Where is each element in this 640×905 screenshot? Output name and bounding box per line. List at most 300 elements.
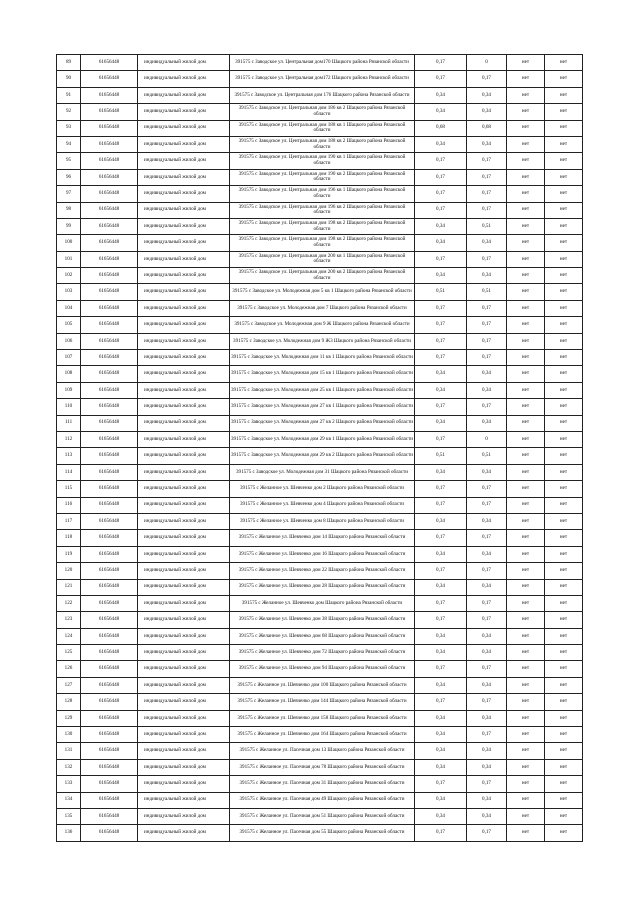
flag-c-cell: нет xyxy=(507,464,545,480)
row-number-cell: 96 xyxy=(57,169,81,185)
object-type-cell: индивидуальный жилой дом xyxy=(138,448,230,464)
table-row xyxy=(57,694,583,710)
value-b-cell: 0,17 xyxy=(467,661,507,677)
value-b-cell: 0,17 xyxy=(467,202,507,218)
flag-c-cell: нет xyxy=(507,448,545,464)
address-cell: 391575 с Заводское ул. Молодежная дом 9 Ж3 Шацкого района Рязанской области xyxy=(230,333,415,349)
row-number-cell: 111 xyxy=(57,415,81,431)
row-number-cell: 116 xyxy=(57,497,81,513)
flag-c-cell: нет xyxy=(507,563,545,579)
value-b-cell: 0,34 xyxy=(467,628,507,644)
flag-d-cell: нет xyxy=(545,251,583,267)
object-type-cell: индивидуальный жилой дом xyxy=(138,431,230,447)
oktmo-code-cell: 61656448 xyxy=(81,513,138,529)
object-type-cell: индивидуальный жилой дом xyxy=(138,202,230,218)
table-row xyxy=(57,120,583,136)
flag-c-cell: нет xyxy=(507,366,545,382)
table-row xyxy=(57,71,583,87)
value-a-cell: 0,34 xyxy=(415,235,467,251)
oktmo-code-cell: 61656448 xyxy=(81,120,138,136)
oktmo-code-cell: 61656448 xyxy=(81,481,138,497)
address-cell: 391575 с Заводское ул. Молодежная дом 5 кв 1 Шацкого района Рязанской области xyxy=(230,284,415,300)
value-a-cell: 0,17 xyxy=(415,202,467,218)
table-row xyxy=(57,792,583,808)
value-b-cell: 0,51 xyxy=(467,448,507,464)
flag-c-cell: нет xyxy=(507,694,545,710)
object-type-cell: индивидуальный жилой дом xyxy=(138,481,230,497)
table-row xyxy=(57,710,583,726)
oktmo-code-cell: 61656448 xyxy=(81,268,138,284)
row-number-cell: 100 xyxy=(57,235,81,251)
flag-d-cell: нет xyxy=(545,218,583,234)
flag-d-cell: нет xyxy=(545,366,583,382)
row-number-cell: 135 xyxy=(57,808,81,824)
flag-d-cell: нет xyxy=(545,186,583,202)
row-number-cell: 108 xyxy=(57,366,81,382)
value-a-cell: 0,17 xyxy=(415,350,467,366)
flag-c-cell: нет xyxy=(507,415,545,431)
value-b-cell: 0,51 xyxy=(467,284,507,300)
value-b-cell: 0,17 xyxy=(467,399,507,415)
value-a-cell: 0,34 xyxy=(415,645,467,661)
value-a-cell: 0,34 xyxy=(415,628,467,644)
flag-c-cell: нет xyxy=(507,104,545,120)
address-cell: 391575 с Заводское ул. Центральная дом 188 кв 2 Шацкого района Рязанской области xyxy=(230,136,415,152)
value-b-cell: 0,17 xyxy=(467,612,507,628)
flag-c-cell: нет xyxy=(507,136,545,152)
table-row xyxy=(57,87,583,103)
object-type-cell: индивидуальный жилой дом xyxy=(138,677,230,693)
flag-c-cell: нет xyxy=(507,645,545,661)
object-type-cell: индивидуальный жилой дом xyxy=(138,595,230,611)
object-type-cell: индивидуальный жилой дом xyxy=(138,825,230,841)
oktmo-code-cell: 61656448 xyxy=(81,251,138,267)
row-number-cell: 91 xyxy=(57,87,81,103)
table-row xyxy=(57,677,583,693)
value-a-cell: 0,34 xyxy=(415,268,467,284)
oktmo-code-cell: 61656448 xyxy=(81,55,138,71)
value-a-cell: 0,17 xyxy=(415,300,467,316)
flag-c-cell: нет xyxy=(507,317,545,333)
table-row xyxy=(57,251,583,267)
flag-c-cell: нет xyxy=(507,628,545,644)
oktmo-code-cell: 61656448 xyxy=(81,300,138,316)
table-row xyxy=(57,317,583,333)
address-cell: 391575 с Заводское ул. Молодежная дом 11 кв 1 Шацкого района Рязанской области xyxy=(230,350,415,366)
address-cell: 391575 с Желанное ул. Шевченко дом 72 Шацкого района Рязанской области xyxy=(230,645,415,661)
value-a-cell: 0,34 xyxy=(415,415,467,431)
table-row xyxy=(57,399,583,415)
flag-d-cell: нет xyxy=(545,546,583,562)
address-cell: 391575 с Желанное ул. Пасечная дом 31 Шацкого района Рязанской области xyxy=(230,776,415,792)
value-b-cell: 0,34 xyxy=(467,136,507,152)
row-number-cell: 123 xyxy=(57,612,81,628)
value-b-cell: 0,34 xyxy=(467,677,507,693)
address-cell: 391575 с Заводское ул. Молодежная дом 29 кв 2 Шацкого района Рязанской области xyxy=(230,448,415,464)
flag-c-cell: нет xyxy=(507,595,545,611)
value-b-cell: 0,17 xyxy=(467,251,507,267)
row-number-cell: 97 xyxy=(57,186,81,202)
address-cell: 391575 с Заводское ул. Центральная дом 200 кв 1 Шацкого района Рязанской области xyxy=(230,251,415,267)
flag-d-cell: нет xyxy=(545,382,583,398)
flag-d-cell: нет xyxy=(545,300,583,316)
flag-d-cell: нет xyxy=(545,825,583,841)
flag-d-cell: нет xyxy=(545,727,583,743)
oktmo-code-cell: 61656448 xyxy=(81,333,138,349)
flag-d-cell: нет xyxy=(545,448,583,464)
flag-c-cell: нет xyxy=(507,530,545,546)
object-type-cell: индивидуальный жилой дом xyxy=(138,694,230,710)
table-row xyxy=(57,104,583,120)
value-b-cell: 0,34 xyxy=(467,546,507,562)
address-cell: 391575 с Заводское ул. Центральная дом170 Шацкого района Рязанской области xyxy=(230,55,415,71)
flag-c-cell: нет xyxy=(507,727,545,743)
flag-c-cell: нет xyxy=(507,202,545,218)
address-cell: 391575 с Желанное ул. Шевченко дом 144 Шацкого района Рязанской области xyxy=(230,694,415,710)
oktmo-code-cell: 61656448 xyxy=(81,71,138,87)
value-b-cell: 0,17 xyxy=(467,350,507,366)
flag-d-cell: нет xyxy=(545,120,583,136)
flag-d-cell: нет xyxy=(545,612,583,628)
object-type-cell: индивидуальный жилой дом xyxy=(138,776,230,792)
value-b-cell: 0,34 xyxy=(467,382,507,398)
value-b-cell: 0,17 xyxy=(467,71,507,87)
oktmo-code-cell: 61656448 xyxy=(81,350,138,366)
object-type-cell: индивидуальный жилой дом xyxy=(138,120,230,136)
object-type-cell: индивидуальный жилой дом xyxy=(138,612,230,628)
flag-d-cell: нет xyxy=(545,628,583,644)
address-cell: 391575 с Желанное ул. Пасечная дом 51 Шацкого района Рязанской области xyxy=(230,808,415,824)
flag-c-cell: нет xyxy=(507,235,545,251)
object-type-cell: индивидуальный жилой дом xyxy=(138,464,230,480)
object-type-cell: индивидуальный жилой дом xyxy=(138,104,230,120)
value-b-cell: 0,51 xyxy=(467,218,507,234)
object-type-cell: индивидуальный жилой дом xyxy=(138,153,230,169)
address-cell: 391575 с Желанное ул. Шевченко дом Шацкого района Рязанской области xyxy=(230,595,415,611)
flag-d-cell: нет xyxy=(545,235,583,251)
address-cell: 391575 с Заводское ул. Центральная дом 196 кв 1 Шацкого района Рязанской области xyxy=(230,186,415,202)
row-number-cell: 131 xyxy=(57,743,81,759)
address-cell: 391575 с Заводское ул. Центральная дом 186 кв 2 Шацкого района Рязанской области xyxy=(230,104,415,120)
oktmo-code-cell: 61656448 xyxy=(81,563,138,579)
table-row xyxy=(57,579,583,595)
table-row xyxy=(57,235,583,251)
address-cell: 391575 с Желанное ул. Пасечная дом 78 Шацкого района Рязанской области xyxy=(230,759,415,775)
table-row xyxy=(57,153,583,169)
object-type-cell: индивидуальный жилой дом xyxy=(138,645,230,661)
oktmo-code-cell: 61656448 xyxy=(81,727,138,743)
value-a-cell: 0,34 xyxy=(415,808,467,824)
value-b-cell: 0,17 xyxy=(467,186,507,202)
table-row xyxy=(57,268,583,284)
oktmo-code-cell: 61656448 xyxy=(81,595,138,611)
flag-d-cell: нет xyxy=(545,87,583,103)
address-cell: 391575 с Желанное ул. Шевченко дом 164 Шацкого района Рязанской области xyxy=(230,727,415,743)
value-a-cell: 0,17 xyxy=(415,186,467,202)
object-type-cell: индивидуальный жилой дом xyxy=(138,710,230,726)
oktmo-code-cell: 61656448 xyxy=(81,645,138,661)
value-b-cell: 0 xyxy=(467,431,507,447)
value-b-cell: 0,68 xyxy=(467,120,507,136)
row-number-cell: 126 xyxy=(57,661,81,677)
row-number-cell: 118 xyxy=(57,530,81,546)
address-cell: 391575 с Заводское ул. Центральная дом 190 кв 2 Шацкого района Рязанской области xyxy=(230,169,415,185)
object-type-cell: индивидуальный жилой дом xyxy=(138,169,230,185)
table-row xyxy=(57,563,583,579)
flag-d-cell: нет xyxy=(545,464,583,480)
flag-d-cell: нет xyxy=(545,55,583,71)
row-number-cell: 115 xyxy=(57,481,81,497)
table-row xyxy=(57,513,583,529)
object-type-cell: индивидуальный жилой дом xyxy=(138,366,230,382)
table-row xyxy=(57,169,583,185)
object-type-cell: индивидуальный жилой дом xyxy=(138,55,230,71)
value-a-cell: 0,34 xyxy=(415,382,467,398)
row-number-cell: 98 xyxy=(57,202,81,218)
flag-c-cell: нет xyxy=(507,759,545,775)
flag-c-cell: нет xyxy=(507,71,545,87)
oktmo-code-cell: 61656448 xyxy=(81,202,138,218)
row-number-cell: 90 xyxy=(57,71,81,87)
object-type-cell: индивидуальный жилой дом xyxy=(138,546,230,562)
row-number-cell: 94 xyxy=(57,136,81,152)
table-row xyxy=(57,612,583,628)
flag-c-cell: нет xyxy=(507,743,545,759)
flag-d-cell: нет xyxy=(545,743,583,759)
table-row xyxy=(57,464,583,480)
value-b-cell: 0,34 xyxy=(467,268,507,284)
address-cell: 391575 с Желанное ул. Шевченко дом 94 Шацкого района Рязанской области xyxy=(230,661,415,677)
row-number-cell: 101 xyxy=(57,251,81,267)
table-row xyxy=(57,448,583,464)
flag-c-cell: нет xyxy=(507,284,545,300)
address-cell: 391575 с Желанное ул. Шевченко дом 8 Шацкого района Рязанской области xyxy=(230,513,415,529)
table-row xyxy=(57,202,583,218)
flag-c-cell: нет xyxy=(507,169,545,185)
value-a-cell: 0,17 xyxy=(415,55,467,71)
flag-c-cell: нет xyxy=(507,268,545,284)
flag-d-cell: нет xyxy=(545,808,583,824)
value-a-cell: 0,17 xyxy=(415,169,467,185)
flag-c-cell: нет xyxy=(507,55,545,71)
value-b-cell: 0,17 xyxy=(467,727,507,743)
address-cell: 391575 с Желанное ул. Шевченко дом 2 Шацкого района Рязанской области xyxy=(230,481,415,497)
value-b-cell: 0,34 xyxy=(467,87,507,103)
object-type-cell: индивидуальный жилой дом xyxy=(138,792,230,808)
address-cell: 391575 с Желанное ул. Шевченко дом 28 Шацкого района Рязанской области xyxy=(230,579,415,595)
value-b-cell: 0,17 xyxy=(467,481,507,497)
address-cell: 391575 с Заводское ул. Молодежная дом 9 Ж Шацкого района Рязанской области xyxy=(230,317,415,333)
object-type-cell: индивидуальный жилой дом xyxy=(138,317,230,333)
table-row xyxy=(57,595,583,611)
table-row xyxy=(57,497,583,513)
table-row xyxy=(57,481,583,497)
value-a-cell: 0,17 xyxy=(415,595,467,611)
oktmo-code-cell: 61656448 xyxy=(81,546,138,562)
value-a-cell: 0,34 xyxy=(415,743,467,759)
oktmo-code-cell: 61656448 xyxy=(81,530,138,546)
object-type-cell: индивидуальный жилой дом xyxy=(138,382,230,398)
object-type-cell: индивидуальный жилой дом xyxy=(138,333,230,349)
flag-d-cell: нет xyxy=(545,661,583,677)
object-type-cell: индивидуальный жилой дом xyxy=(138,579,230,595)
table-row xyxy=(57,546,583,562)
value-a-cell: 0,17 xyxy=(415,563,467,579)
value-b-cell: 0,34 xyxy=(467,415,507,431)
table-row xyxy=(57,808,583,824)
value-a-cell: 0,34 xyxy=(415,104,467,120)
table-row xyxy=(57,366,583,382)
flag-d-cell: нет xyxy=(545,530,583,546)
oktmo-code-cell: 61656448 xyxy=(81,415,138,431)
value-a-cell: 0,17 xyxy=(415,481,467,497)
value-b-cell: 0,34 xyxy=(467,235,507,251)
value-a-cell: 0,34 xyxy=(415,579,467,595)
oktmo-code-cell: 61656448 xyxy=(81,235,138,251)
value-a-cell: 0,17 xyxy=(415,530,467,546)
table-row xyxy=(57,727,583,743)
flag-d-cell: нет xyxy=(545,202,583,218)
oktmo-code-cell: 61656448 xyxy=(81,808,138,824)
flag-d-cell: нет xyxy=(545,415,583,431)
address-cell: 391575 с Заводское ул. Молодежная дом 25 кв 1 Шацкого района Рязанской области xyxy=(230,382,415,398)
address-cell: 391575 с Заводское ул. Центральная дом 196 кв 2 Шацкого района Рязанской области xyxy=(230,202,415,218)
address-cell: 391575 с Желанное ул. Пасечная дом 13 Шацкого района Рязанской области xyxy=(230,743,415,759)
oktmo-code-cell: 61656448 xyxy=(81,448,138,464)
value-a-cell: 0,34 xyxy=(415,710,467,726)
table-row xyxy=(57,350,583,366)
value-a-cell: 0,17 xyxy=(415,251,467,267)
flag-c-cell: нет xyxy=(507,497,545,513)
value-b-cell: 0,34 xyxy=(467,710,507,726)
flag-d-cell: нет xyxy=(545,595,583,611)
table-row xyxy=(57,300,583,316)
flag-c-cell: нет xyxy=(507,792,545,808)
address-cell: 391575 с Желанное ул. Пасечная дом 55 Шацкого района Рязанской области xyxy=(230,825,415,841)
oktmo-code-cell: 61656448 xyxy=(81,104,138,120)
value-b-cell: 0,34 xyxy=(467,579,507,595)
flag-c-cell: нет xyxy=(507,382,545,398)
flag-d-cell: нет xyxy=(545,694,583,710)
row-number-cell: 112 xyxy=(57,431,81,447)
address-cell: 391575 с Заводское ул. Молодежная дом 27 кв 1 Шацкого района Рязанской области xyxy=(230,399,415,415)
address-cell: 391575 с Желанное ул. Пасечная дом 49 Шацкого района Рязанской области xyxy=(230,792,415,808)
address-cell: 391575 с Желанное ул. Шевченко дом 100 Шацкого района Рязанской области xyxy=(230,677,415,693)
flag-c-cell: нет xyxy=(507,218,545,234)
value-b-cell: 0,17 xyxy=(467,563,507,579)
value-a-cell: 0,34 xyxy=(415,464,467,480)
row-number-cell: 104 xyxy=(57,300,81,316)
value-a-cell: 0,34 xyxy=(415,727,467,743)
flag-d-cell: нет xyxy=(545,104,583,120)
value-b-cell: 0,17 xyxy=(467,776,507,792)
oktmo-code-cell: 61656448 xyxy=(81,464,138,480)
table-row xyxy=(57,431,583,447)
table-row xyxy=(57,218,583,234)
flag-d-cell: нет xyxy=(545,431,583,447)
value-b-cell: 0,34 xyxy=(467,743,507,759)
flag-d-cell: нет xyxy=(545,399,583,415)
object-type-cell: индивидуальный жилой дом xyxy=(138,497,230,513)
value-b-cell: 0,17 xyxy=(467,153,507,169)
value-a-cell: 0,51 xyxy=(415,284,467,300)
object-type-cell: индивидуальный жилой дом xyxy=(138,727,230,743)
value-b-cell: 0,17 xyxy=(467,825,507,841)
value-a-cell: 0,34 xyxy=(415,87,467,103)
table-body xyxy=(57,55,583,842)
object-type-cell: индивидуальный жилой дом xyxy=(138,284,230,300)
object-type-cell: индивидуальный жилой дом xyxy=(138,743,230,759)
object-type-cell: индивидуальный жилой дом xyxy=(138,415,230,431)
table-row xyxy=(57,136,583,152)
value-b-cell: 0,34 xyxy=(467,759,507,775)
value-b-cell: 0,17 xyxy=(467,497,507,513)
oktmo-code-cell: 61656448 xyxy=(81,153,138,169)
object-type-cell: индивидуальный жилой дом xyxy=(138,218,230,234)
row-number-cell: 110 xyxy=(57,399,81,415)
table-row xyxy=(57,628,583,644)
row-number-cell: 125 xyxy=(57,645,81,661)
flag-d-cell: нет xyxy=(545,317,583,333)
table-row xyxy=(57,825,583,841)
flag-d-cell: нет xyxy=(545,497,583,513)
value-a-cell: 0,17 xyxy=(415,431,467,447)
row-number-cell: 99 xyxy=(57,218,81,234)
oktmo-code-cell: 61656448 xyxy=(81,284,138,300)
table-row xyxy=(57,284,583,300)
flag-c-cell: нет xyxy=(507,251,545,267)
oktmo-code-cell: 61656448 xyxy=(81,366,138,382)
flag-d-cell: нет xyxy=(545,776,583,792)
object-type-cell: индивидуальный жилой дом xyxy=(138,808,230,824)
address-cell: 391575 с Желанное ул. Шевченко дом 22 Шацкого района Рязанской области xyxy=(230,563,415,579)
oktmo-code-cell: 61656448 xyxy=(81,431,138,447)
value-a-cell: 0,17 xyxy=(415,776,467,792)
value-b-cell: 0,34 xyxy=(467,464,507,480)
oktmo-code-cell: 61656448 xyxy=(81,399,138,415)
object-type-cell: индивидуальный жилой дом xyxy=(138,300,230,316)
object-type-cell: индивидуальный жилой дом xyxy=(138,268,230,284)
value-b-cell: 0,34 xyxy=(467,792,507,808)
value-b-cell: 0,34 xyxy=(467,808,507,824)
value-a-cell: 0,17 xyxy=(415,399,467,415)
object-type-cell: индивидуальный жилой дом xyxy=(138,87,230,103)
value-b-cell: 0,17 xyxy=(467,595,507,611)
flag-c-cell: нет xyxy=(507,776,545,792)
table-row xyxy=(57,382,583,398)
address-cell: 391575 с Желанное ул. Шевченко дом 4 Шацкого района Рязанской области xyxy=(230,497,415,513)
address-cell: 391575 с Заводское ул. Молодежная дом 7 Шацкого района Рязанской области xyxy=(230,300,415,316)
table-row xyxy=(57,55,583,71)
value-a-cell: 0,17 xyxy=(415,71,467,87)
flag-c-cell: нет xyxy=(507,710,545,726)
value-b-cell: 0,34 xyxy=(467,645,507,661)
row-number-cell: 132 xyxy=(57,759,81,775)
flag-c-cell: нет xyxy=(507,153,545,169)
address-cell: 391575 с Желанное ул. Шевченко дом 158 Шацкого района Рязанской области xyxy=(230,710,415,726)
value-b-cell: 0 xyxy=(467,55,507,71)
object-type-cell: индивидуальный жилой дом xyxy=(138,71,230,87)
value-a-cell: 0,34 xyxy=(415,513,467,529)
row-number-cell: 107 xyxy=(57,350,81,366)
flag-d-cell: нет xyxy=(545,153,583,169)
oktmo-code-cell: 61656448 xyxy=(81,169,138,185)
value-a-cell: 0,34 xyxy=(415,136,467,152)
row-number-cell: 128 xyxy=(57,694,81,710)
object-type-cell: индивидуальный жилой дом xyxy=(138,661,230,677)
flag-c-cell: нет xyxy=(507,481,545,497)
value-b-cell: 0,17 xyxy=(467,300,507,316)
